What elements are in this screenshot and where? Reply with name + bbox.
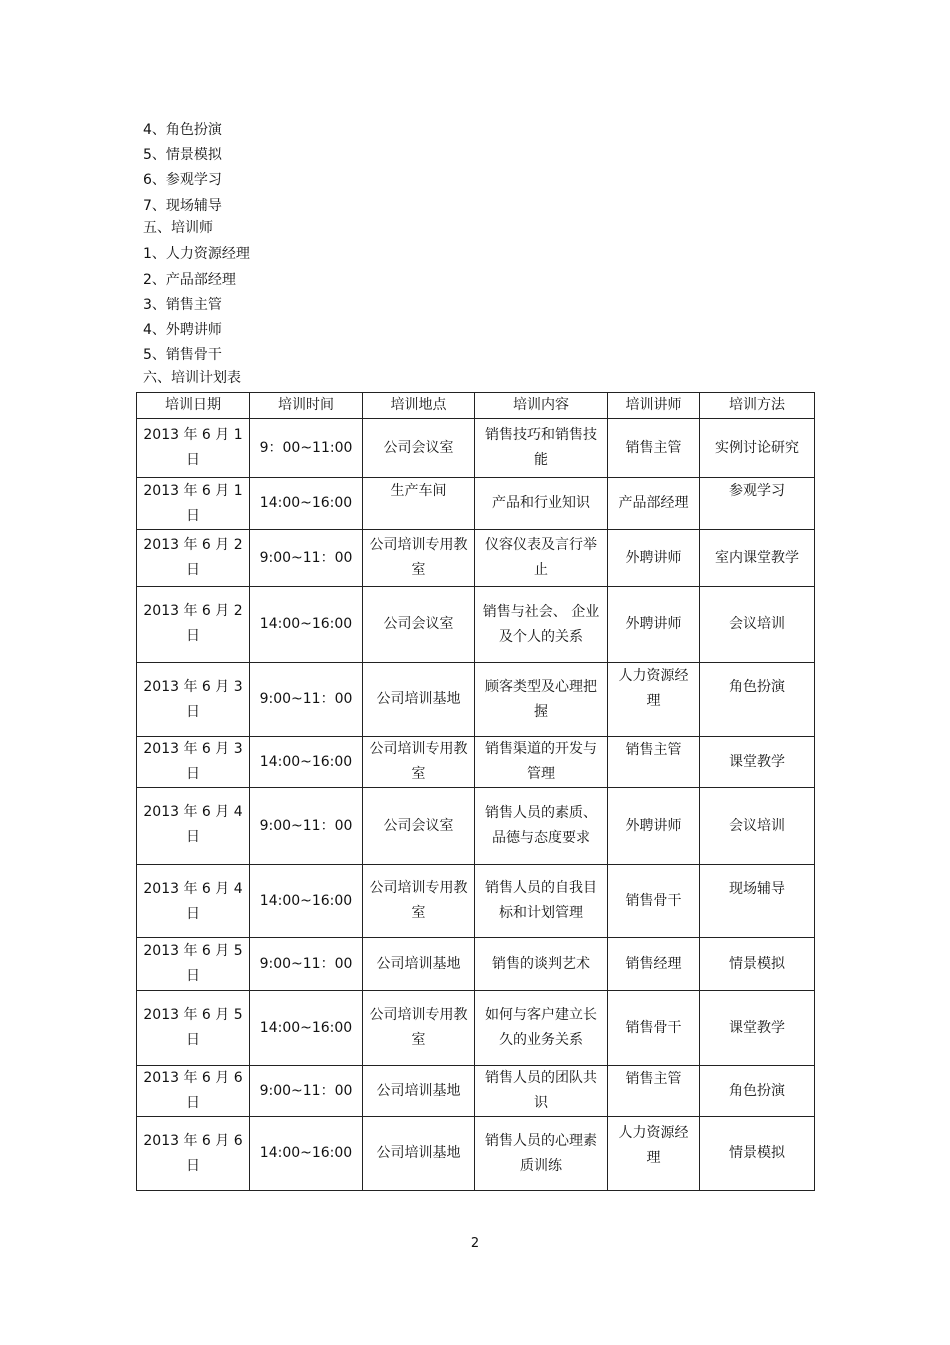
list-item: 5、情景模拟 xyxy=(143,147,222,163)
cell-content: 产品和行业知识 xyxy=(475,478,608,530)
cell-method: 角色扮演 xyxy=(700,663,815,737)
cell-content: 销售的谈判艺术 xyxy=(475,938,608,991)
list-item: 4、外聘讲师 xyxy=(143,322,222,338)
section-heading: 五、培训师 xyxy=(143,220,213,236)
cell-location: 公司培训基地 xyxy=(363,938,475,991)
cell-date: 2013 年 6 月 3 日 xyxy=(137,737,250,788)
table-row xyxy=(137,737,815,788)
cell-trainer: 销售主管 xyxy=(608,1066,700,1117)
cell-method: 室内课堂教学 xyxy=(700,530,815,587)
cell-location: 公司会议室 xyxy=(363,419,475,478)
cell-time: 9:00~11：00 xyxy=(250,530,363,587)
cell-date: 2013 年 6 月 4 日 xyxy=(137,865,250,938)
list-item: 6、参观学习 xyxy=(143,172,222,188)
cell-time: 9:00~11：00 xyxy=(250,1066,363,1117)
table-row xyxy=(137,1066,815,1117)
cell-location: 公司培训专用教室 xyxy=(363,737,475,788)
table-row xyxy=(137,865,815,938)
cell-time: 14:00~16:00 xyxy=(250,478,363,530)
header-method: 培训方法 xyxy=(700,393,815,419)
cell-trainer: 销售主管 xyxy=(608,737,700,788)
cell-content: 顾客类型及心理把握 xyxy=(475,663,608,737)
cell-time: 9:00~11：00 xyxy=(250,938,363,991)
cell-method: 情景模拟 xyxy=(700,938,815,991)
cell-location: 公司会议室 xyxy=(363,587,475,663)
cell-time: 14:00~16:00 xyxy=(250,737,363,788)
cell-location: 公司会议室 xyxy=(363,788,475,865)
cell-time: 14:00~16:00 xyxy=(250,991,363,1066)
cell-content: 仪容仪表及言行举止 xyxy=(475,530,608,587)
cell-method: 会议培训 xyxy=(700,587,815,663)
cell-trainer: 人力资源经理 xyxy=(608,1117,700,1191)
cell-date: 2013 年 6 月 5 日 xyxy=(137,938,250,991)
cell-location: 公司培训专用教室 xyxy=(363,865,475,938)
cell-trainer: 外聘讲师 xyxy=(608,788,700,865)
cell-trainer: 外聘讲师 xyxy=(608,587,700,663)
cell-trainer: 销售骨干 xyxy=(608,865,700,938)
cell-content: 销售人员的自我目标和计划管理 xyxy=(475,865,608,938)
table-row xyxy=(137,530,815,587)
cell-content: 销售人员的团队共识 xyxy=(475,1066,608,1117)
table-row xyxy=(137,991,815,1066)
list-item: 2、产品部经理 xyxy=(143,272,236,288)
header-location: 培训地点 xyxy=(363,393,475,419)
cell-method: 情景模拟 xyxy=(700,1117,815,1191)
cell-method: 参观学习 xyxy=(700,478,815,530)
training-plan-table xyxy=(136,392,815,1191)
cell-method: 实例讨论研究 xyxy=(700,419,815,478)
cell-content: 如何与客户建立长久的业务关系 xyxy=(475,991,608,1066)
cell-time: 9:00~11：00 xyxy=(250,663,363,737)
header-time: 培训时间 xyxy=(250,393,363,419)
cell-time: 14:00~16:00 xyxy=(250,1117,363,1191)
table-row xyxy=(137,663,815,737)
cell-date: 2013 年 6 月 2 日 xyxy=(137,530,250,587)
table-header-row xyxy=(137,393,815,419)
cell-date: 2013 年 6 月 5 日 xyxy=(137,991,250,1066)
header-trainer: 培训讲师 xyxy=(608,393,700,419)
cell-date: 2013 年 6 月 1 日 xyxy=(137,419,250,478)
table-row xyxy=(137,938,815,991)
cell-time: 14:00~16:00 xyxy=(250,865,363,938)
cell-location: 公司培训专用教室 xyxy=(363,991,475,1066)
table-row xyxy=(137,1117,815,1191)
cell-time: 14:00~16:00 xyxy=(250,587,363,663)
list-item: 5、销售骨干 xyxy=(143,347,222,363)
cell-location: 公司培训基地 xyxy=(363,663,475,737)
header-date: 培训日期 xyxy=(137,393,250,419)
cell-trainer: 销售经理 xyxy=(608,938,700,991)
cell-date: 2013 年 6 月 2 日 xyxy=(137,587,250,663)
table-row xyxy=(137,478,815,530)
cell-date: 2013 年 6 月 1 日 xyxy=(137,478,250,530)
cell-trainer: 产品部经理 xyxy=(608,478,700,530)
cell-method: 现场辅导 xyxy=(700,865,815,938)
page-number: 2 xyxy=(470,1236,480,1251)
cell-content: 销售技巧和销售技能 xyxy=(475,419,608,478)
header-content: 培训内容 xyxy=(475,393,608,419)
cell-location: 公司培训专用教室 xyxy=(363,530,475,587)
cell-location: 公司培训基地 xyxy=(363,1066,475,1117)
cell-date: 2013 年 6 月 6 日 xyxy=(137,1117,250,1191)
cell-content: 销售渠道的开发与管理 xyxy=(475,737,608,788)
cell-method: 课堂教学 xyxy=(700,991,815,1066)
list-item: 7、现场辅导 xyxy=(143,198,222,214)
table-row xyxy=(137,788,815,865)
cell-date: 2013 年 6 月 6 日 xyxy=(137,1066,250,1117)
list-item: 1、人力资源经理 xyxy=(143,246,250,262)
cell-date: 2013 年 6 月 3 日 xyxy=(137,663,250,737)
list-item: 3、销售主管 xyxy=(143,297,222,313)
table-row xyxy=(137,419,815,478)
cell-trainer: 销售骨干 xyxy=(608,991,700,1066)
cell-content: 销售与社会、 企业及个人的关系 xyxy=(475,587,608,663)
cell-method: 会议培训 xyxy=(700,788,815,865)
list-item: 4、角色扮演 xyxy=(143,122,222,138)
table-row xyxy=(137,587,815,663)
cell-time: 9：00~11:00 xyxy=(250,419,363,478)
cell-time: 9:00~11：00 xyxy=(250,788,363,865)
cell-location: 生产车间 xyxy=(363,478,475,530)
cell-trainer: 销售主管 xyxy=(608,419,700,478)
cell-content: 销售人员的心理素质训练 xyxy=(475,1117,608,1191)
cell-location: 公司培训基地 xyxy=(363,1117,475,1191)
cell-date: 2013 年 6 月 4 日 xyxy=(137,788,250,865)
cell-trainer: 外聘讲师 xyxy=(608,530,700,587)
section-heading: 六、培训计划表 xyxy=(143,370,241,386)
cell-method: 角色扮演 xyxy=(700,1066,815,1117)
cell-content: 销售人员的素质、品德与态度要求 xyxy=(475,788,608,865)
cell-method: 课堂教学 xyxy=(700,737,815,788)
cell-trainer: 人力资源经理 xyxy=(608,663,700,737)
